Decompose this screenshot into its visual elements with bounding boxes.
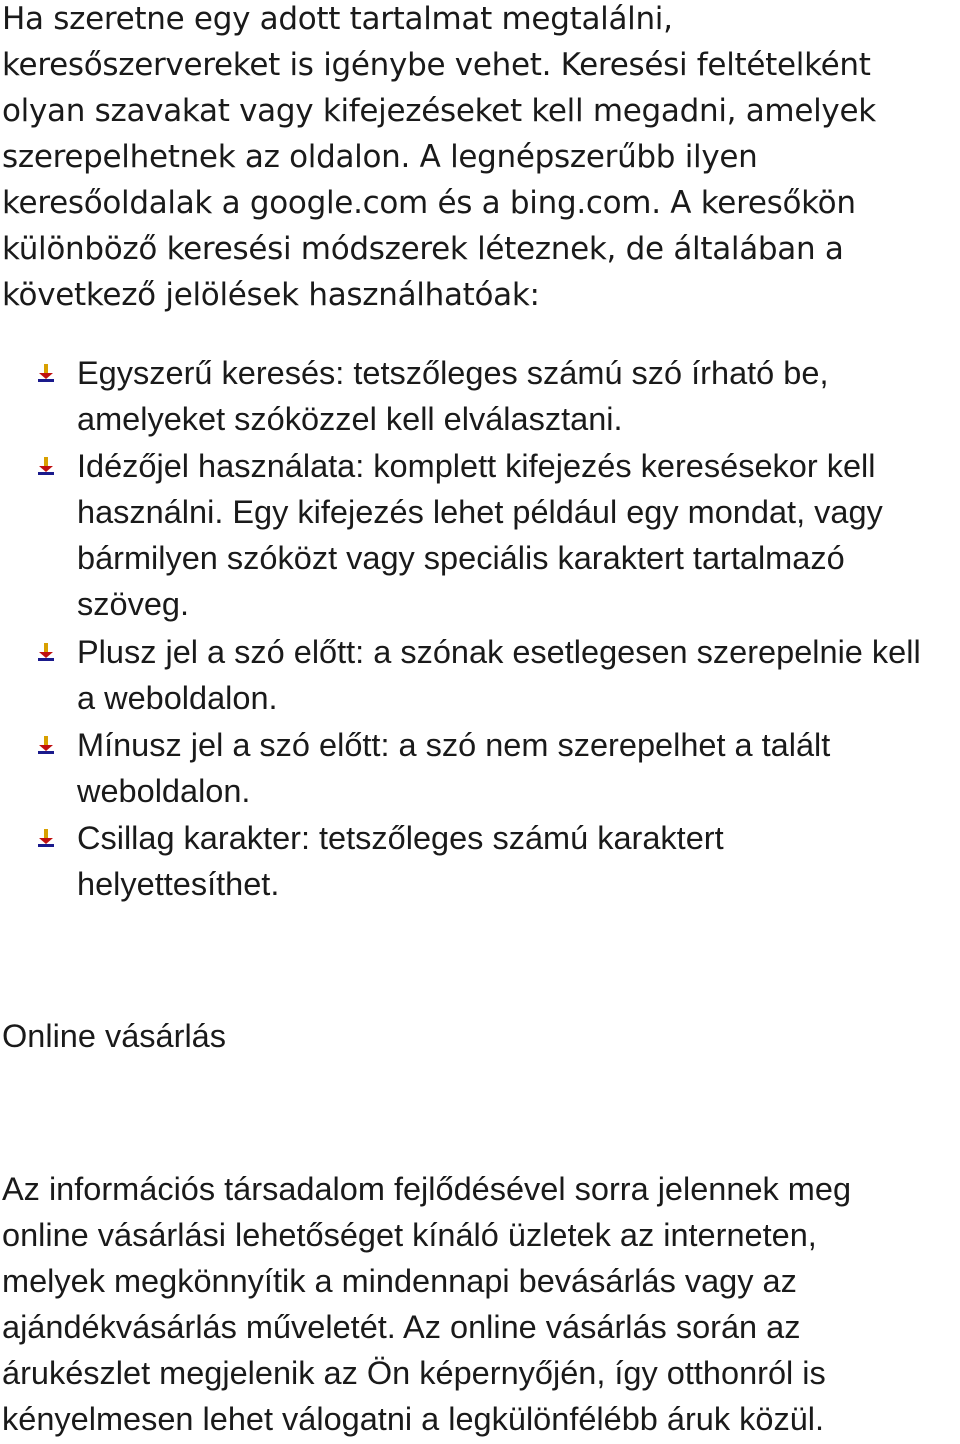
paragraph-line: árukészlet megjelenik az Ön képernyőjén, így otthonról is bbox=[2, 1355, 826, 1391]
intro-line: következő jelölések használhatóak: bbox=[2, 277, 540, 313]
bullet-line: amelyeket szóközzel kell elválasztani. bbox=[77, 401, 623, 437]
paragraph-line: online vásárlási lehetőséget kínáló üzletek az interneten, bbox=[2, 1217, 817, 1253]
arrow-down-bullet-icon bbox=[38, 457, 54, 475]
bullet-line: a weboldalon. bbox=[77, 680, 278, 716]
intro-line: különböző keresési módszerek léteznek, de általában a bbox=[2, 231, 844, 267]
intro-line: Ha szeretne egy adott tartalmat megtalálni, bbox=[2, 1, 673, 37]
bullet-line: helyettesíthet. bbox=[77, 866, 280, 902]
section-heading: Online vásárlás bbox=[2, 1018, 226, 1054]
intro-line: szerepelhetnek az oldalon. A legnépszerűbb ilyen bbox=[2, 139, 758, 175]
paragraph-line: kényelmesen lehet válogatni a legkülönfélébb áruk közül. bbox=[2, 1401, 825, 1437]
intro-line: keresőszervereket is igénybe vehet. Keresési feltételként bbox=[2, 47, 871, 83]
arrow-down-bullet-icon bbox=[38, 643, 54, 661]
arrow-down-bullet-icon bbox=[38, 364, 54, 382]
bullet-line: Mínusz jel a szó előtt: a szó nem szerepelhet a talált bbox=[77, 727, 831, 763]
bullet-line: használni. Egy kifejezés lehet például egy mondat, vagy bbox=[77, 494, 883, 530]
intro-line: olyan szavakat vagy kifejezéseket kell megadni, amelyek bbox=[2, 93, 876, 129]
bullet-line: szöveg. bbox=[77, 586, 190, 622]
intro-line: keresőoldalak a google.com és a bing.com. A keresőkön bbox=[2, 185, 856, 221]
paragraph-line: ajándékvásárlás műveletét. Az online vásárlás során az bbox=[2, 1309, 801, 1345]
bullet-line: bármilyen szóközt vagy speciális karaktert tartalmazó bbox=[77, 540, 845, 576]
bullet-line: Csillag karakter: tetszőleges számú karaktert bbox=[77, 820, 724, 856]
bullet-line: Idézőjel használata: komplett kifejezés keresésekor kell bbox=[77, 448, 876, 484]
paragraph-line: Az információs társadalom fejlődésével sorra jelennek meg bbox=[2, 1171, 852, 1207]
arrow-down-bullet-icon bbox=[38, 736, 54, 754]
bullet-line: Egyszerű keresés: tetszőleges számú szó írható be, bbox=[77, 355, 829, 391]
bullet-line: Plusz jel a szó előtt: a szónak esetlegesen szerepelnie kell bbox=[77, 634, 921, 670]
bullet-line: weboldalon. bbox=[77, 773, 251, 809]
paragraph-line: melyek megkönnyítik a mindennapi bevásárlás vagy az bbox=[2, 1263, 797, 1299]
arrow-down-bullet-icon bbox=[38, 829, 54, 847]
